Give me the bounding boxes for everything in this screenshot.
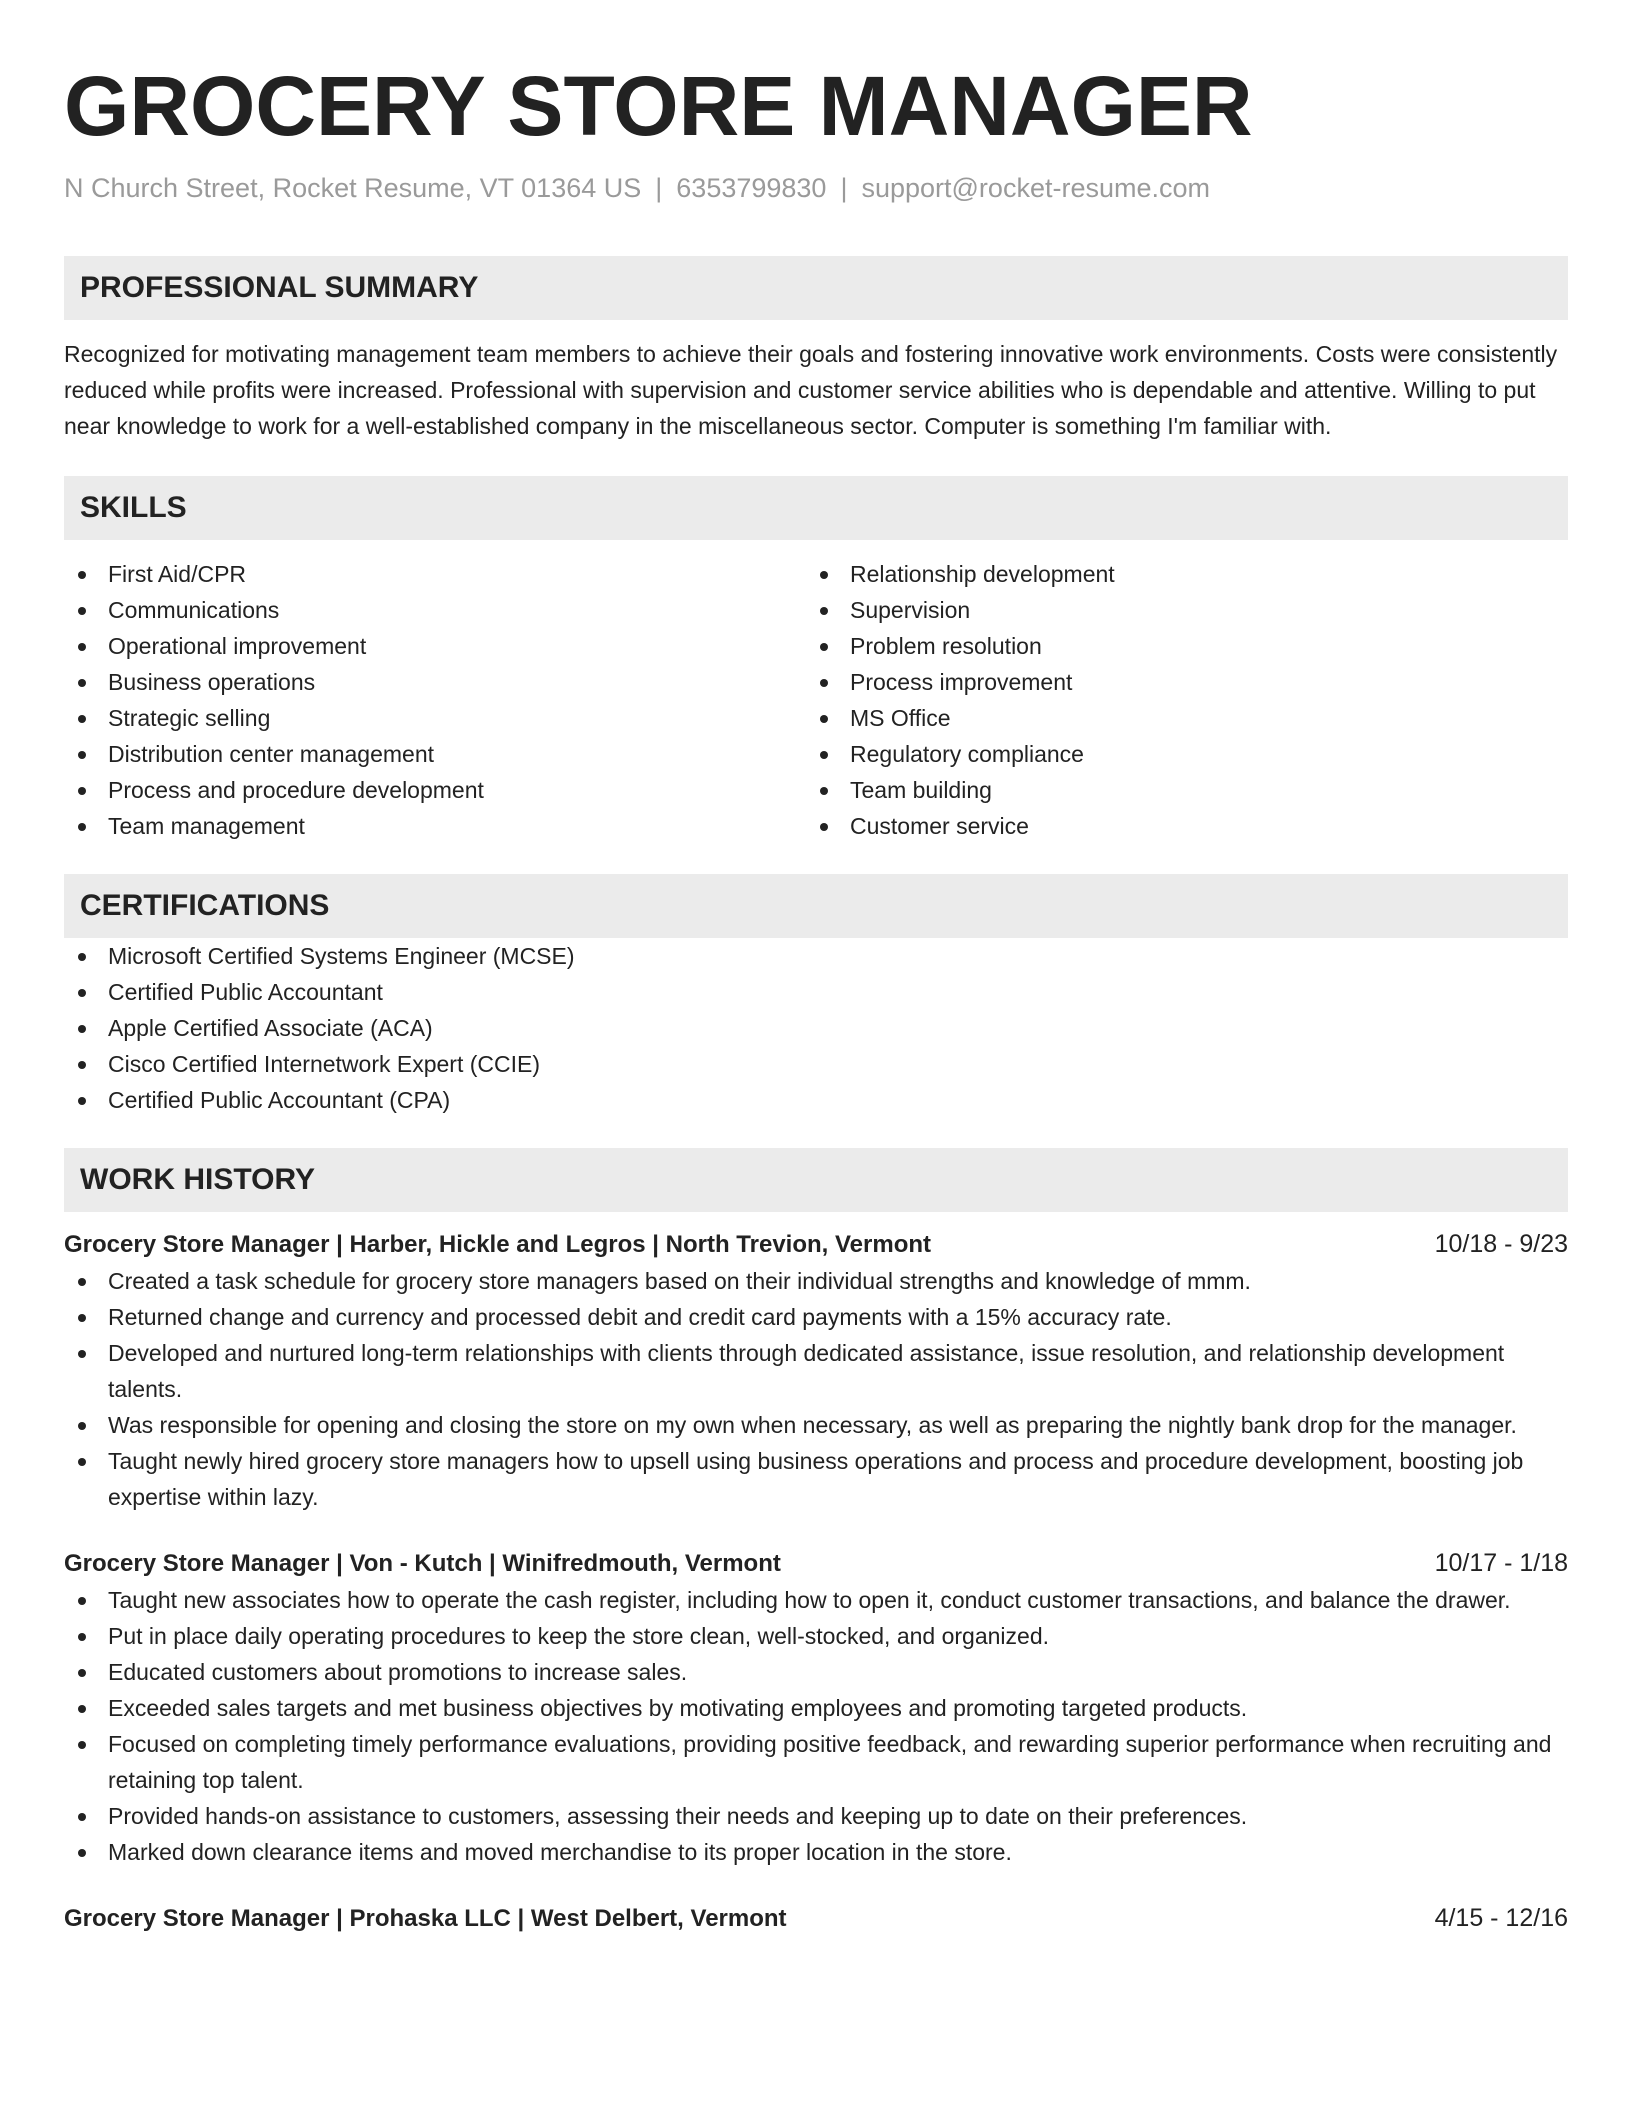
job-bullet: Provided hands-on assistance to customers, assessing their needs and keeping up to date on their preferences. <box>64 1798 1568 1834</box>
section-header-work-history: WORK HISTORY <box>64 1148 1568 1212</box>
job-bullet: Exceeded sales targets and met business objectives by motivating employees and promoting targeted products. <box>64 1690 1568 1726</box>
job-entry <box>64 1900 1568 1937</box>
job-bullet: Put in place daily operating procedures to keep the store clean, well-stocked, and organized. <box>64 1618 1568 1654</box>
skill-item: Supervision <box>806 592 1548 628</box>
job-bullet: Focused on completing timely performance evaluations, providing positive feedback, and rewarding superior performance when recruiting and retaining top talent. <box>64 1726 1568 1798</box>
job-bullet: Taught new associates how to operate the cash register, including how to open it, conduct customer transactions, and balance the drawer. <box>64 1582 1568 1618</box>
section-header-certifications: CERTIFICATIONS <box>64 874 1568 938</box>
resume-name: GROCERY STORE MANAGER <box>64 59 1253 153</box>
job-title: Grocery Store Manager | Prohaska LLC | West Delbert, Vermont <box>64 1905 787 1932</box>
work-history-list <box>64 1226 1568 1937</box>
job-dates: 4/15 - 12/16 <box>1434 1904 1568 1932</box>
skill-item: Distribution center management <box>64 736 806 772</box>
skill-item: Strategic selling <box>64 700 806 736</box>
job-bullet: Created a task schedule for grocery store managers based on their individual strengths and knowledge of mmm. <box>64 1263 1568 1299</box>
job-title: Grocery Store Manager | Von - Kutch | Winifredmouth, Vermont <box>64 1550 781 1577</box>
skill-item: Team management <box>64 808 806 844</box>
skill-item: First Aid/CPR <box>64 556 806 592</box>
job-dates: 10/17 - 1/18 <box>1434 1549 1568 1577</box>
skill-item: Regulatory compliance <box>806 736 1548 772</box>
job-bullets <box>64 1263 1568 1515</box>
skill-item: Business operations <box>64 664 806 700</box>
skills-column-right <box>806 556 1548 844</box>
job-entry <box>64 1226 1568 1515</box>
section-header-summary: PROFESSIONAL SUMMARY <box>64 256 1568 320</box>
certification-item: Microsoft Certified Systems Engineer (MCSE) <box>64 938 1568 974</box>
skill-item: Relationship development <box>806 556 1548 592</box>
job-bullet: Returned change and currency and processed debit and credit card payments with a 15% accuracy rate. <box>64 1299 1568 1335</box>
contact-separator: | <box>655 173 663 203</box>
contact-line <box>64 170 1568 206</box>
certification-item: Certified Public Accountant (CPA) <box>64 1082 1568 1118</box>
job-bullets <box>64 1582 1568 1870</box>
skill-item: Operational improvement <box>64 628 806 664</box>
job-header <box>64 1545 1568 1582</box>
skill-item: Team building <box>806 772 1548 808</box>
certification-item: Certified Public Accountant <box>64 974 1568 1010</box>
job-bullet: Marked down clearance items and moved merchandise to its proper location in the store. <box>64 1834 1568 1870</box>
job-bullet: Developed and nurtured long-term relationships with clients through dedicated assistance, issue resolution, and relationship development talents. <box>64 1335 1568 1407</box>
certification-item: Cisco Certified Internetwork Expert (CCIE) <box>64 1046 1568 1082</box>
skill-item: Process improvement <box>806 664 1548 700</box>
summary-text: Recognized for motivating management team members to achieve their goals and fostering innovative work environments. Costs were consistently reduced while profits were increased. Professional with supervision and customer service abilities who is dependable and attentive. Willing to put near knowledge to work for a well-established company in the miscellaneous sector. Computer is something I'm familiar with. <box>64 341 1558 439</box>
skills-column-left <box>64 556 806 844</box>
contact-email: support@rocket-resume.com <box>861 173 1210 203</box>
job-entry <box>64 1545 1568 1870</box>
certifications-list <box>64 938 1568 1118</box>
job-dates: 10/18 - 9/23 <box>1434 1230 1568 1258</box>
skill-item: Communications <box>64 592 806 628</box>
skill-item: Customer service <box>806 808 1548 844</box>
job-bullet: Educated customers about promotions to increase sales. <box>64 1654 1568 1690</box>
certification-item: Apple Certified Associate (ACA) <box>64 1010 1568 1046</box>
skill-item: Process and procedure development <box>64 772 806 808</box>
contact-separator: | <box>840 173 848 203</box>
job-bullet: Taught newly hired grocery store managers how to upsell using business operations and process and procedure development, boosting job expertise within lazy. <box>64 1443 1568 1515</box>
section-header-skills: SKILLS <box>64 476 1568 540</box>
skills-grid <box>64 556 1568 844</box>
job-header <box>64 1900 1568 1937</box>
contact-address: N Church Street, Rocket Resume, VT 01364 US <box>64 173 642 203</box>
contact-phone: 6353799830 <box>676 173 827 203</box>
job-title: Grocery Store Manager | Harber, Hickle and Legros | North Trevion, Vermont <box>64 1231 932 1258</box>
job-header <box>64 1226 1568 1263</box>
skill-item: Problem resolution <box>806 628 1548 664</box>
skill-item: MS Office <box>806 700 1548 736</box>
job-bullet: Was responsible for opening and closing the store on my own when necessary, as well as preparing the nightly bank drop for the manager. <box>64 1407 1568 1443</box>
